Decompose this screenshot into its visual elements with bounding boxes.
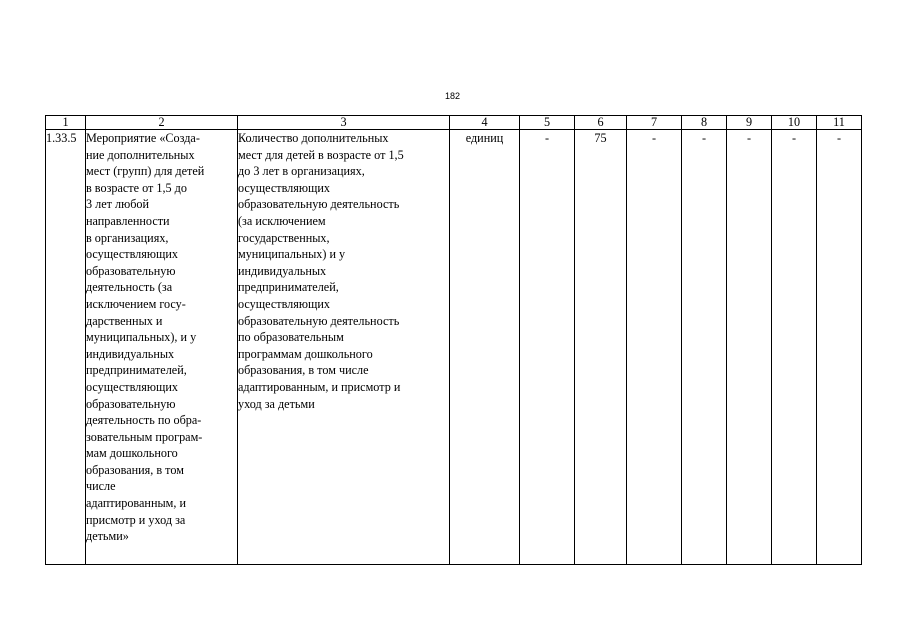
col7-cell	[627, 130, 682, 565]
header-row	[46, 116, 862, 130]
column-header-4: 4	[450, 116, 520, 130]
indicator-cell	[238, 130, 450, 565]
event-name: Мероприятие «Созда- ние дополнительных мест (групп) для детей в возрасте от 1,5 до 3 лет любой направленности в организациях, осуществляющих образовательную деятельность (за исключением госу- дарственных и муниципальных), и у индивидуальных предпринимателей, осуществляющих образовательную деятельность по обра- зовательным програм- мам дошкольного образования, в том числе адаптированным, и присмотр и уход за детьми»	[86, 131, 205, 544]
table-row	[46, 130, 862, 565]
event-name-cell	[86, 130, 238, 565]
column-header-1: 1	[46, 116, 86, 130]
col5-value: -	[544, 131, 550, 145]
col8-value: -	[701, 131, 707, 145]
col5-cell	[520, 130, 575, 565]
indicator-description: Количество дополнительных мест для детей в возрасте от 1,5 до 3 лет в организациях, осуществляющих образовательную деятельность (за исключением государственных, муниципальных) и у индивидуальных предпринимателей, осуществляющих образовательную деятельность по образовательным программам дошкольного образования, в том числе адаптированным, и присмотр и уход за детьми	[238, 131, 404, 411]
col8-cell	[682, 130, 727, 565]
column-header-3: 3	[238, 116, 450, 130]
col6-value: 75	[594, 131, 607, 145]
column-header-9: 9	[727, 116, 772, 130]
col10-value: -	[791, 131, 797, 145]
column-header-6: 6	[575, 116, 627, 130]
col9-cell	[727, 130, 772, 565]
col10-cell	[772, 130, 817, 565]
col11-cell	[817, 130, 862, 565]
column-header-5: 5	[520, 116, 575, 130]
unit-value: единиц	[465, 131, 504, 145]
column-header-7: 7	[627, 116, 682, 130]
col11-value: -	[836, 131, 842, 145]
column-header-8: 8	[682, 116, 727, 130]
row-code: 1.33.5	[46, 131, 77, 145]
page-number: 182	[444, 91, 461, 101]
column-header-2: 2	[86, 116, 238, 130]
unit-cell	[450, 130, 520, 565]
col9-value: -	[746, 131, 752, 145]
column-header-11: 11	[817, 116, 862, 130]
column-header-10: 10	[772, 116, 817, 130]
col7-value: -	[651, 131, 657, 145]
measures-table	[45, 115, 862, 565]
col6-cell	[575, 130, 627, 565]
row-code-cell	[46, 130, 86, 565]
